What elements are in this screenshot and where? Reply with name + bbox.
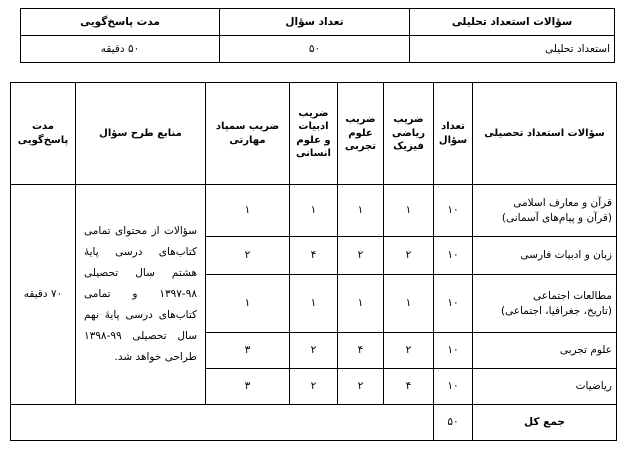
header-cell: سؤالات استعداد تحلیلی: [410, 9, 615, 36]
header-duration: مدت پاسخ‌گویی: [11, 83, 76, 185]
table-header-row: [21, 9, 615, 36]
coef-skills-cell: ۳: [206, 333, 290, 369]
header-coef-humanities: ضریب ادبیات و علوم انسانی: [290, 83, 338, 185]
academic-aptitude-table: [10, 82, 617, 441]
total-count: ۵۰: [434, 405, 473, 441]
coef-science-cell: ۲: [338, 369, 384, 405]
coef-humanities-cell: ۲: [290, 333, 338, 369]
header-coef-science: ضریب علوم تجربی: [338, 83, 384, 185]
analytic-aptitude-table: [20, 8, 615, 63]
subject-cell: [473, 237, 617, 275]
subject-name: مطالعات اجتماعی: [533, 290, 612, 303]
coef-science-cell: ۲: [338, 237, 384, 275]
total-empty-cell: [11, 405, 434, 441]
header-subject: سؤالات استعداد تحصیلی: [473, 83, 617, 185]
coef-humanities-cell: ۱: [290, 275, 338, 333]
header-coef-math: ضریب ریاضی فیزیک: [384, 83, 434, 185]
coef-humanities-cell: ۱: [290, 185, 338, 237]
count-cell: ۱۰: [434, 237, 473, 275]
total-label: جمع کل: [473, 405, 617, 441]
coef-math-cell: ۱: [384, 185, 434, 237]
coef-skills-cell: ۱: [206, 185, 290, 237]
coef-math-cell: ۴: [384, 369, 434, 405]
coef-science-cell: ۱: [338, 185, 384, 237]
subject-name: ریاضیات: [575, 380, 612, 393]
subject-name: زبان و ادبیات فارسی: [520, 249, 612, 262]
coef-math-cell: ۲: [384, 237, 434, 275]
subject-cell: [473, 275, 617, 333]
table-cell: ۵۰ دقیقه: [21, 36, 220, 63]
coef-humanities-cell: ۲: [290, 369, 338, 405]
table-cell: ۵۰: [220, 36, 410, 63]
table-row: [21, 36, 615, 63]
table-cell: استعداد تحلیلی: [410, 36, 615, 63]
table-header-row: [11, 83, 617, 185]
subject-cell: [473, 185, 617, 237]
coef-math-cell: ۲: [384, 333, 434, 369]
subject-cell: [473, 333, 617, 369]
count-cell: ۱۰: [434, 185, 473, 237]
duration-cell: ۷۰ دقیقه: [11, 185, 76, 405]
subject-cell: [473, 369, 617, 405]
coef-skills-cell: ۲: [206, 237, 290, 275]
header-cell: مدت پاسخ‌گویی: [21, 9, 220, 36]
coef-science-cell: ۴: [338, 333, 384, 369]
header-cell: تعداد سؤال: [220, 9, 410, 36]
count-cell: ۱۰: [434, 369, 473, 405]
subject-subtitle: (تاریخ، جغرافیا، اجتماعی): [500, 304, 612, 317]
subject-name: علوم تجربی: [559, 344, 612, 357]
header-source: منابع طرح سؤال: [76, 83, 206, 185]
total-row: [11, 405, 617, 441]
count-cell: ۱۰: [434, 333, 473, 369]
subject-name: قرآن و معارف اسلامی: [513, 197, 612, 210]
subject-subtitle: (قرآن و پیام‌های آسمانی): [501, 211, 612, 224]
coef-humanities-cell: ۴: [290, 237, 338, 275]
coef-science-cell: ۱: [338, 275, 384, 333]
coef-skills-cell: ۱: [206, 275, 290, 333]
coef-math-cell: ۱: [384, 275, 434, 333]
source-cell: سؤالات از محتوای تمامی کتاب‌های درسی پایهٔ هشتم سال تحصیلی ۹۸-۱۳۹۷ و تمامی کتاب‌های درسی پایهٔ نهم سال تحصیلی ۹۹-۱۳۹۸ طراحی خواهد شد.: [76, 185, 206, 405]
coef-skills-cell: ۳: [206, 369, 290, 405]
table-row: [11, 185, 617, 237]
count-cell: ۱۰: [434, 275, 473, 333]
header-count: تعداد سؤال: [434, 83, 473, 185]
header-coef-skills: ضریب سمپاد مهارتی: [206, 83, 290, 185]
